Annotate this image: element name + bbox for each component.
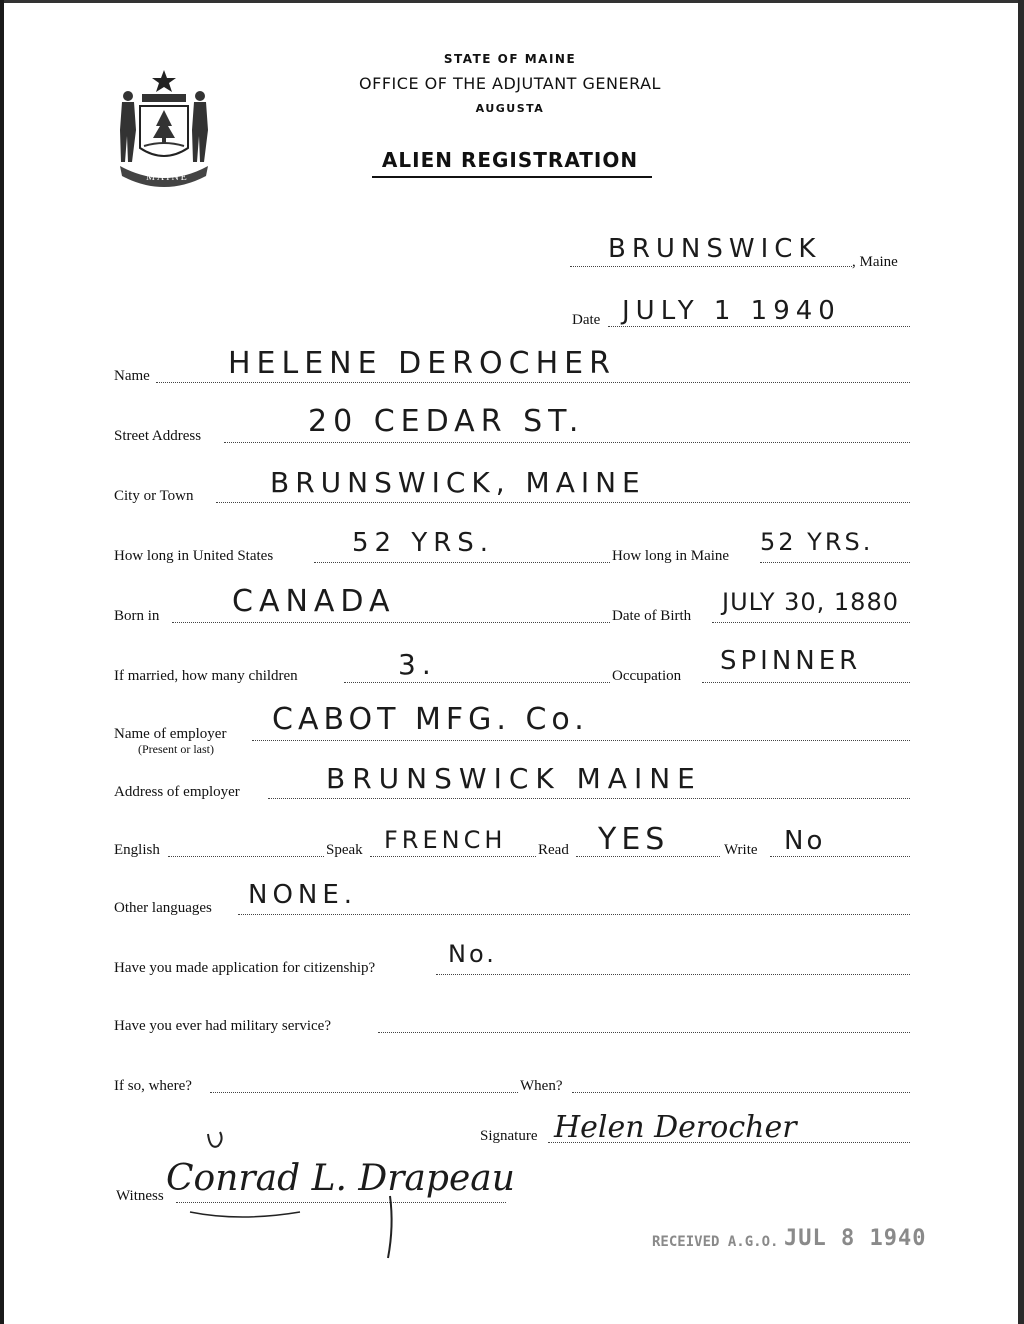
children-label: If married, how many children — [114, 668, 298, 684]
date-label: Date — [572, 312, 601, 328]
born-in-label: Born in — [114, 608, 160, 624]
date-of-birth-value: JULY 30, 1880 — [722, 588, 899, 616]
employer-address-label: Address of employer — [114, 784, 240, 800]
military-label: Have you ever had military service? — [114, 1018, 331, 1034]
street-address-line — [224, 442, 910, 443]
name-line — [156, 382, 910, 383]
write-value: No — [784, 826, 826, 856]
employer-address-value: BRUNSWICK MAINE — [326, 762, 702, 795]
received-stamp-label: RECEIVED A.G.O. — [652, 1234, 779, 1250]
how-long-us-value: 52 YRS. — [352, 528, 495, 558]
scan-edge-left — [0, 0, 4, 1324]
employer-name-line — [252, 740, 910, 741]
witness-label: Witness — [116, 1188, 164, 1204]
scan-edge-top — [0, 0, 1024, 3]
scan-edge-right — [1018, 0, 1024, 1324]
header-state: STATE OF MAINE — [443, 52, 577, 66]
name-label: Name — [114, 368, 150, 384]
town-line — [570, 266, 852, 267]
english-line — [168, 856, 324, 857]
seal-label: MAINE — [146, 172, 189, 183]
other-languages-line — [238, 914, 910, 915]
city-line — [216, 502, 910, 503]
town-value: BRUNSWICK — [608, 234, 822, 264]
how-long-maine-value: 52 YRS. — [760, 528, 874, 556]
received-stamp-date: JUL 8 1940 — [784, 1226, 927, 1251]
how-long-us-label: How long in United States — [114, 548, 274, 564]
how-long-maine-line — [760, 562, 910, 563]
read-label: Read — [538, 842, 569, 858]
occupation-value: SPINNER — [720, 646, 862, 676]
employer-name-sublabel: (Present or last) — [138, 742, 214, 756]
write-label: Write — [724, 842, 758, 858]
name-value: HELENE DEROCHER — [228, 346, 616, 381]
how-long-maine-label: How long in Maine — [612, 548, 730, 564]
when-label: When? — [520, 1078, 563, 1094]
witness-flourish-icon — [180, 1126, 430, 1266]
other-languages-label: Other languages — [114, 900, 212, 916]
if-so-where-line — [210, 1092, 518, 1093]
military-line — [378, 1032, 910, 1033]
speak-label: Speak — [326, 842, 363, 858]
employer-name-label: Name of employer — [114, 726, 227, 742]
speak-value: FRENCH — [384, 826, 507, 854]
citizenship-value: No. — [448, 940, 497, 968]
date-of-birth-label: Date of Birth — [612, 608, 692, 624]
occupation-line — [702, 682, 910, 683]
employer-address-line — [268, 798, 910, 799]
occupation-label: Occupation — [612, 668, 682, 684]
born-in-value: CANADA — [232, 584, 396, 619]
signature-value: Helen Derocher — [554, 1110, 797, 1145]
other-languages-value: NONE. — [248, 880, 358, 910]
employer-name-value: CABOT MFG. Co. — [272, 702, 589, 737]
date-of-birth-line — [712, 622, 910, 623]
citizenship-line — [436, 974, 910, 975]
document-title: ALIEN REGISTRATION — [381, 148, 639, 172]
how-long-us-line — [314, 562, 610, 563]
header-city: AUGUSTA — [475, 102, 545, 115]
children-value: 3. — [398, 648, 437, 681]
date-line — [608, 326, 910, 327]
town-suffix: , Maine — [852, 254, 898, 270]
street-address-label: Street Address — [114, 428, 202, 444]
header-office: OFFICE OF THE ADJUTANT GENERAL — [359, 74, 661, 93]
if-so-where-label: If so, where? — [114, 1078, 192, 1094]
born-in-line — [172, 622, 610, 623]
citizenship-label: Have you made application for citizenship? — [114, 960, 376, 976]
street-address-value: 20 CEDAR ST. — [308, 404, 585, 439]
english-label: English — [114, 842, 160, 858]
read-value: YES — [598, 822, 670, 857]
when-line — [572, 1092, 910, 1093]
title-underline — [372, 176, 652, 178]
city-value: BRUNSWICK, MAINE — [270, 466, 646, 499]
city-label: City or Town — [114, 488, 194, 504]
speak-line — [370, 856, 536, 857]
witness-value: Conrad L. Drapeau — [166, 1158, 515, 1199]
children-line — [344, 682, 610, 683]
write-line — [770, 856, 910, 857]
date-value: JULY 1 1940 — [622, 296, 841, 326]
signature-label: Signature — [480, 1128, 538, 1144]
